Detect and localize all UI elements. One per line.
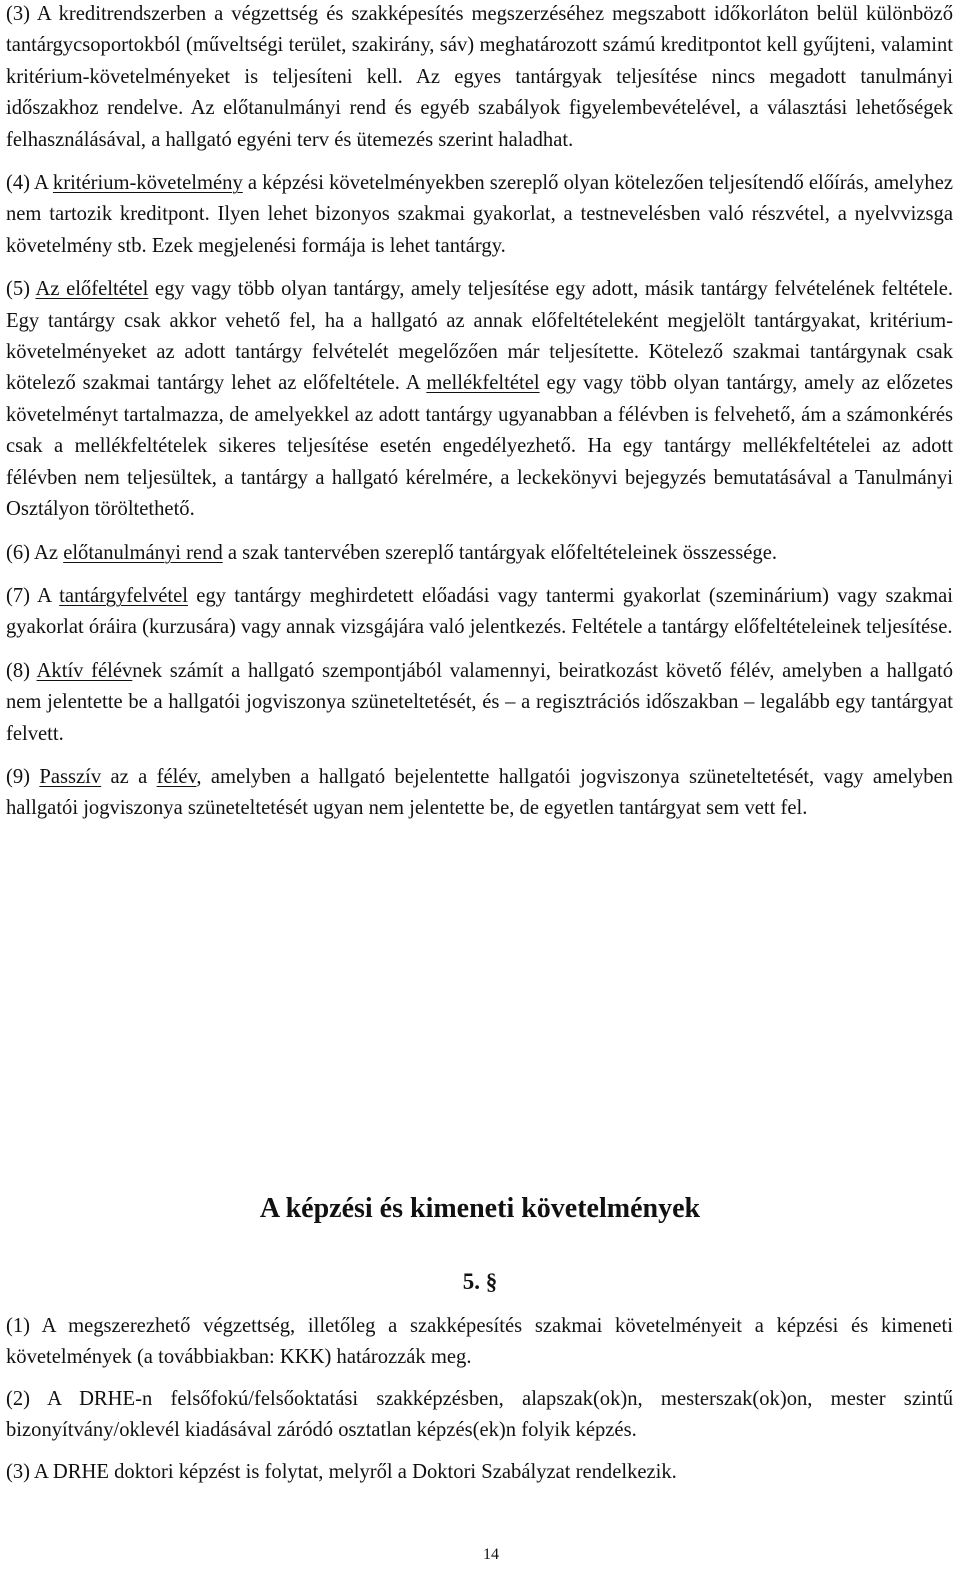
paragraph-7 (6, 581, 953, 644)
paragraph-7-prefix: (7) A (6, 584, 60, 607)
paragraph-b2: (2) A DRHE-n felsőfokú/felsőoktatási szakképzésben, alapszak(ok)n, mesterszak(ok)on, mester szintű bizonyítvány/oklevél kiadásával záródó osztatlan képzés(ek)n folyik képzés. (6, 1387, 953, 1442)
paragraph-6 (6, 538, 953, 569)
paragraph-5 (6, 274, 953, 525)
paragraph-5-prefix: (5) (6, 278, 36, 301)
paragraph-8 (6, 656, 953, 750)
requirements-section (6, 1311, 953, 1498)
term-aktiv-felev: Aktív félév (36, 659, 133, 682)
paragraph-3-text: (3) A kreditrendszerben a végzettség és szakképesítés megszerzéséhez megszabott időkorláton belül különböző tantárgycsoportokból (műveltségi terület, szakirány, sáv) meghatározott számú kreditpontot kell gyűjteni, valamint kritérium-követelményeket is teljesíteni kell. Az egyes tantárgyak teljesítése nincs megadott tanulmányi időszakhoz rendelve. Az előtanulmányi rend és egyéb szabályok figyelembevételével, a választási lehetőségek felhasználásával, a hallgató egyéni terv és ütemezés szerint haladhat. (6, 3, 953, 151)
paragraph-7-rest: egy tantárgy meghirdetett előadási vagy tantermi gyakorlat (szeminárium) vagy szakmai gyakorlat óráira (kurzusára) vagy annak vizsgájára való jelentkezés. Feltétele a tantárgy előfeltételeinek teljesítése. (6, 584, 953, 639)
paragraph-4-prefix: (4) A (6, 172, 53, 195)
paragraph-5-middle: egy vagy több olyan tantárgy, amely teljesítése egy adott, másik tantárgy felvételének feltétele. Egy tantárgy csak akkor vehető fel, ha a hallgató az annak előfeltételeként megjelölt tantárgyakat, kritérium-követelményeket az adott tantárgy felvételét megelőzően már teljesítette. Kötelező szakmai tantárgynak csak kötelező szakmai tantárgy lehet az előfeltétele. A (6, 278, 953, 395)
paragraph-3 (6, 0, 953, 156)
page-number: 14 (483, 1546, 499, 1563)
term-mellekfeltetel: mellékfeltétel (426, 372, 540, 395)
term-tantargyfelvetel: tantárgyfelvétel (59, 584, 188, 607)
paragraph-b1: (1) A megszerezhető végzettség, illetőleg a szakképesítés szakmai követelményeit a képzési és kimeneti követelmények (a továbbiakban: KKK) határozzák meg. (6, 1315, 953, 1369)
paragraph-4-rest: a képzési követelményekben szereplő olyan kötelezően teljesítendő előírás, amelyhez nem tartozik kreditpont. Ilyen lehet bizonyos szakmai gyakorlat, a testnevelésben való részvétel, a nyelvvizsga követelmény stb. Ezek megjelenési formája is lehet tantárgy. (6, 172, 953, 257)
term-elotanulmanyi-rend: előtanulmányi rend (63, 541, 223, 564)
paragraph-4 (6, 168, 953, 262)
section-title: A képzési és kimeneti követelmények (259, 1193, 701, 1224)
section-number: 5. § (462, 1269, 498, 1294)
paragraph-8-prefix: (8) (6, 659, 37, 682)
term-kriterium-kovetelmeny: kritérium-követelmény (52, 172, 243, 195)
paragraph-b3: (3) A DRHE doktori képzést is folytat, melyről a Doktori Szabályzat rendelkezik. (6, 1460, 677, 1483)
paragraph-6-prefix: (6) Az (6, 541, 64, 564)
paragraph-8-rest: nek számít a hallgató szempontjából valamennyi, beiratkozást követő félév, amelyben a hallgató nem jelentette be a hallgatói jogviszonya szüneteltetését, és – a regisztrációs időszakban – legalább egy tantárgyat felvett. (6, 659, 953, 745)
paragraph-9 (6, 762, 953, 825)
term-elofeltetel: Az előfeltétel (35, 278, 149, 301)
paragraph-9-prefix: (9) (6, 765, 40, 788)
paragraph-9-rest: , amelyben a hallgató bejelentette hallgatói jogviszonya szüneteltetését, vagy amelyben hallgatói jogviszonya szüneteltetését ugyan nem jelentette be, de egyetlen tantárgyat sem vett fel. (6, 765, 953, 820)
paragraph-5-rest: egy vagy több olyan tantárgy, amely az előzetes követelményt tartalmazza, de amelyekkel az adott tantárgy ugyanabban a félévben is felvehető, ám a számonkérés csak a mellékfeltételek sikeres teljesítése esetén engedélyezhető. Ha egy tantárgy mellékfeltételei az adott félévben nem teljesültek, a tantárgy a hallgató kérelmére, a leckekönyvi bejegyzés bemutatásával a Tanulmányi Osztályon töröltethető. (6, 372, 953, 521)
term-felev: félév (156, 765, 197, 788)
paragraph-6-rest: a szak tantervében szereplő tantárgyak előfeltételeinek összessége. (222, 541, 778, 564)
paragraph-9-middle: az a (101, 765, 157, 788)
term-passziv: Passzív (39, 765, 102, 788)
definitions-section (6, 0, 953, 837)
